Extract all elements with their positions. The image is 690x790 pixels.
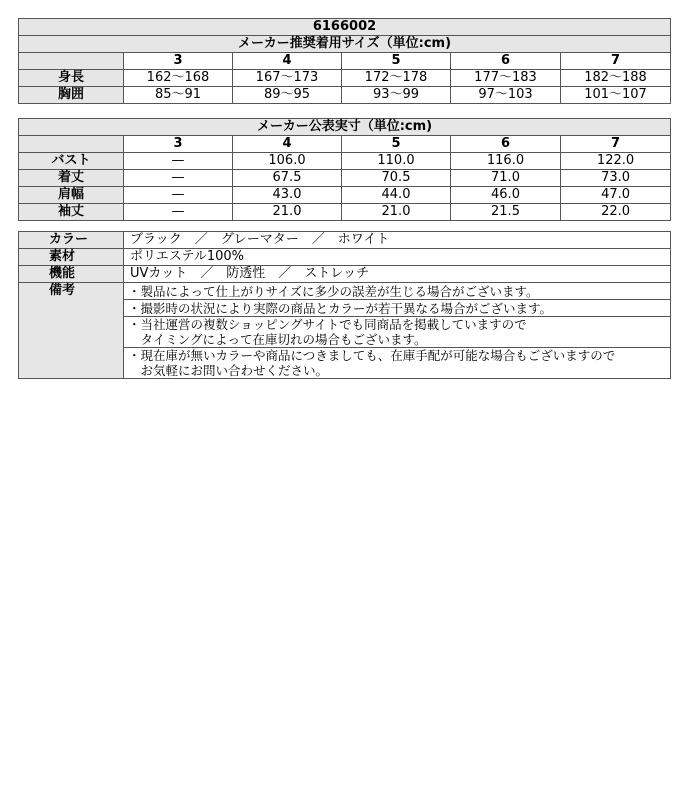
note-line: ・当社運営の複数ショッピングサイトでも同商品を掲載していますので [128,317,527,332]
note-line: お気軽にお問い合わせください。 [128,363,329,378]
table-cell: — [124,170,233,187]
table-row [19,187,671,204]
note-item: ・製品によって仕上がりサイズに多少の誤差が生じる場合がございます。 [124,283,671,300]
row-label-length: 着丈 [19,170,124,187]
table-row [19,87,671,104]
note-line: タイミングによって在庫切れの場合もございます。 [128,332,427,347]
row-label-chest: 胸囲 [19,87,124,104]
table-row [19,204,671,221]
table-cell: 47.0 [561,187,671,204]
note-item-multiline [124,317,671,348]
table-cell: 67.5 [233,170,342,187]
size-header-cell: 5 [342,53,451,70]
function-label: 機能 [19,266,124,283]
size-header-corner [19,53,124,70]
table-cell: 172〜178 [342,70,451,87]
table-cell: — [124,204,233,221]
table-cell: — [124,153,233,170]
color-label: カラー [19,232,124,249]
product-info-table [18,231,671,379]
size-header-cell: 7 [561,136,671,153]
table-cell: 122.0 [561,153,671,170]
note-item-multiline [124,348,671,379]
recommended-size-title: メーカー推奨着用サイズ（単位:cm) [19,36,671,53]
row-label-shoulder: 肩幅 [19,187,124,204]
product-code: 6166002 [19,19,671,36]
size-header-cell: 6 [451,53,561,70]
table-cell: 167〜173 [233,70,342,87]
table-row [19,153,671,170]
size-header-cell: 5 [342,136,451,153]
function-value: UVカット ／ 防透性 ／ ストレッチ [124,266,671,283]
info-row-material [19,249,671,266]
table-cell: 46.0 [451,187,561,204]
table-cell: 70.5 [342,170,451,187]
table-cell: 101〜107 [561,87,671,104]
table-cell: 22.0 [561,204,671,221]
material-label: 素材 [19,249,124,266]
table-cell: — [124,187,233,204]
material-value: ポリエステル100% [124,249,671,266]
size-header-cell: 7 [561,53,671,70]
table-row [19,70,671,87]
size-header-cell: 3 [124,136,233,153]
table-cell: 162〜168 [124,70,233,87]
table-cell: 71.0 [451,170,561,187]
note-item: ・撮影時の状況により実際の商品とカラーが若干異なる場合がございます。 [124,300,671,317]
table-cell: 177〜183 [451,70,561,87]
table-cell: 73.0 [561,170,671,187]
size-header-row [19,136,671,153]
row-label-sleeve: 袖丈 [19,204,124,221]
table-cell: 21.0 [233,204,342,221]
table-cell: 97〜103 [451,87,561,104]
table-cell: 44.0 [342,187,451,204]
size-header-cell: 4 [233,53,342,70]
note-line: ・現在庫が無いカラーや商品につきましても、在庫手配が可能な場合もございますので [128,348,616,363]
row-label-height: 身長 [19,70,124,87]
size-header-cell: 3 [124,53,233,70]
table-cell: 85〜91 [124,87,233,104]
size-header-row [19,53,671,70]
notes-label: 備考 [19,283,124,379]
table-cell: 182〜188 [561,70,671,87]
table-row [19,170,671,187]
info-row-function [19,266,671,283]
table-cell: 116.0 [451,153,561,170]
info-row-color [19,232,671,249]
recommended-size-table [18,18,671,104]
table-cell: 43.0 [233,187,342,204]
actual-measurement-table [18,118,671,221]
size-header-cell: 6 [451,136,561,153]
table-cell: 110.0 [342,153,451,170]
table-cell: 93〜99 [342,87,451,104]
size-header-corner [19,136,124,153]
color-value: ブラック ／ グレーマター ／ ホワイト [124,232,671,249]
table-cell: 21.0 [342,204,451,221]
table-cell: 89〜95 [233,87,342,104]
size-header-cell: 4 [233,136,342,153]
table-cell: 106.0 [233,153,342,170]
table-cell: 21.5 [451,204,561,221]
info-row-notes [19,283,671,300]
row-label-bust: バスト [19,153,124,170]
actual-measurement-title: メーカー公表実寸（単位:cm) [19,119,671,136]
